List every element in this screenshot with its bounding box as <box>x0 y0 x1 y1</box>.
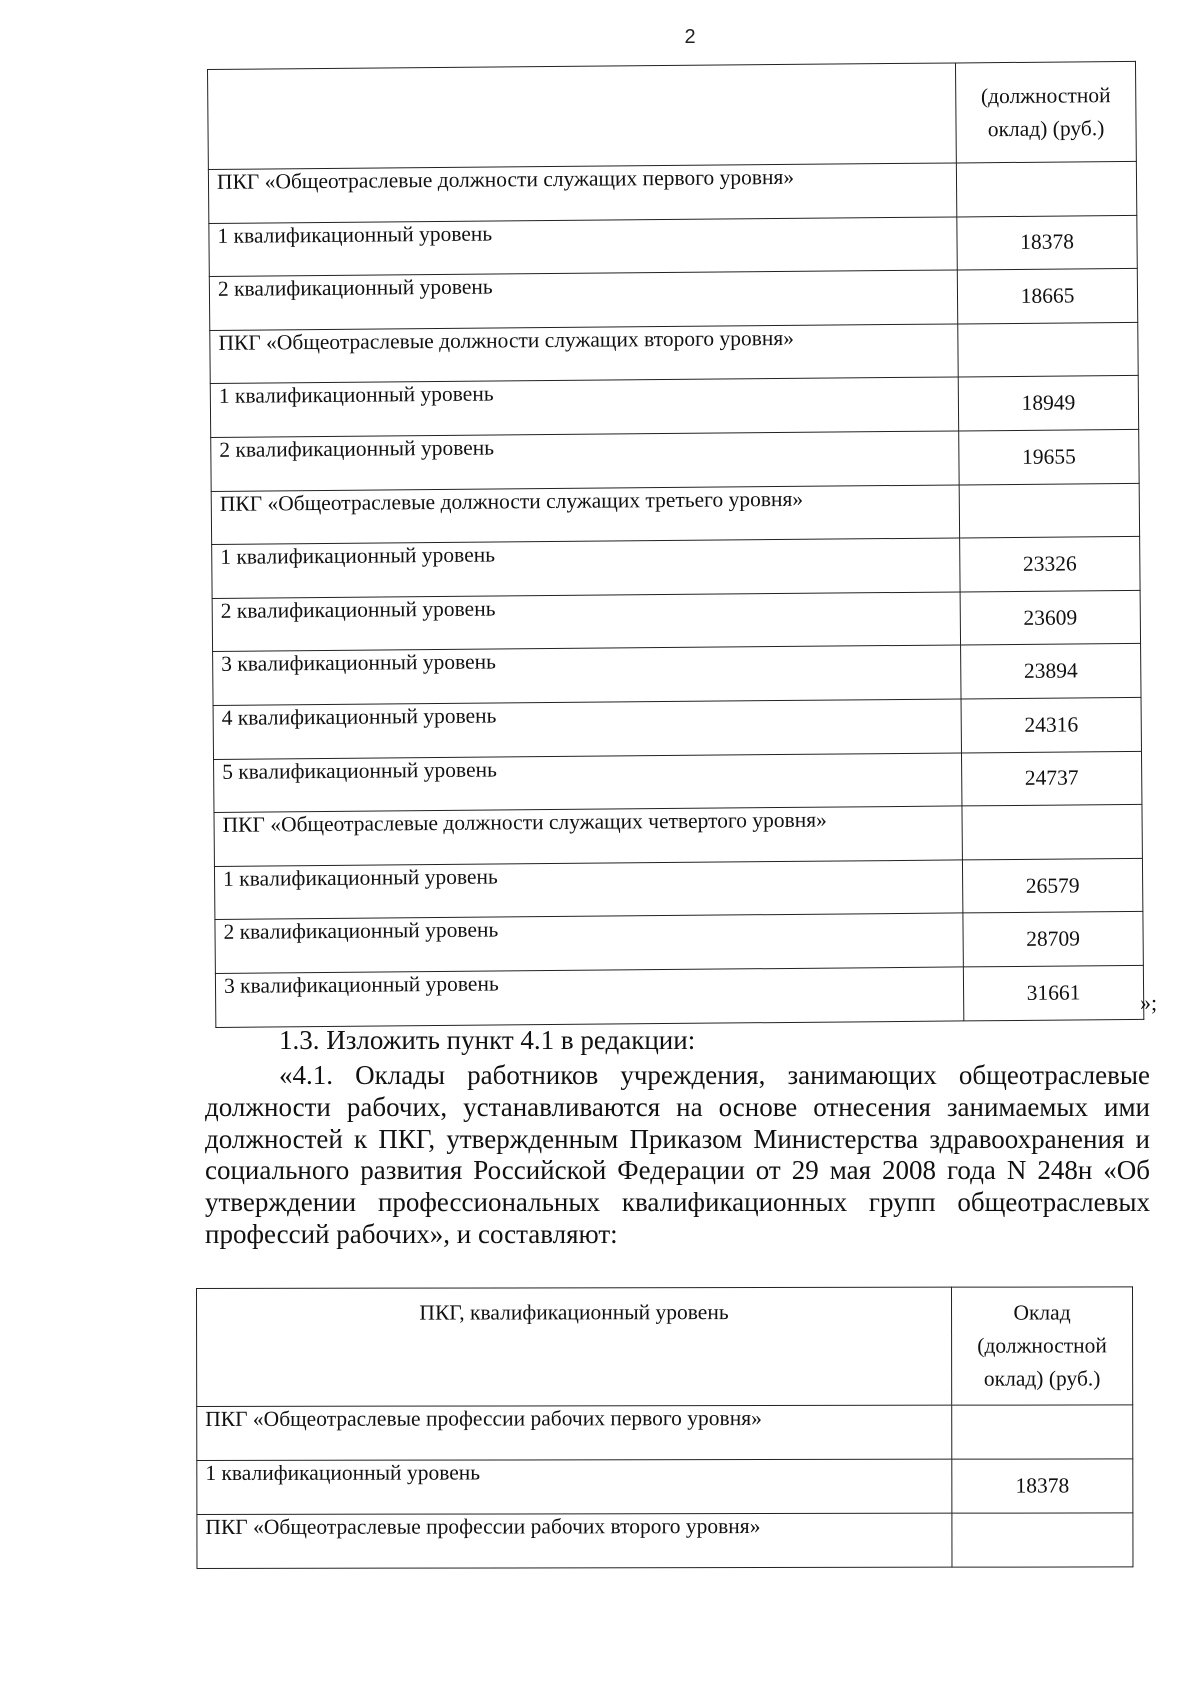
header-cell-empty <box>208 63 957 170</box>
row-value-cell: 31661 <box>963 965 1143 1020</box>
table-row <box>214 858 1142 920</box>
row-label-cell: ПКГ «Общеотраслевые должности служащих первого уровня» <box>208 163 956 223</box>
row-value-cell <box>958 322 1138 377</box>
table-row <box>215 965 1143 1027</box>
row-label-cell: 3 квалификационный уровень <box>215 967 963 1027</box>
row-value-cell <box>952 1405 1133 1459</box>
table-row <box>209 215 1137 277</box>
row-label-cell: 2 квалификационный уровень <box>212 592 960 652</box>
table-row <box>197 1405 1133 1461</box>
table-row <box>210 322 1138 384</box>
table-header-row <box>208 61 1137 169</box>
row-label-cell: ПКГ «Общеотраслевые профессии рабочих первого уровня» <box>197 1405 952 1460</box>
row-value-cell: 18378 <box>952 1459 1133 1513</box>
row-label-cell: 2 квалификационный уровень <box>211 431 959 491</box>
row-label-cell: 1 квалификационный уровень <box>197 1459 952 1514</box>
row-value-cell <box>962 804 1142 859</box>
row-label-cell: ПКГ «Общеотраслевые профессии рабочих второго уровня» <box>197 1513 952 1568</box>
table-row <box>215 912 1143 974</box>
paragraph-1-3: 1.3. Изложить пункт 4.1 в редакции: <box>279 1025 696 1055</box>
table-row <box>197 1513 1133 1569</box>
row-label-cell: ПКГ «Общеотраслевые должности служащих второго уровня» <box>210 324 958 384</box>
row-value-cell <box>952 1513 1133 1567</box>
row-value-cell: 23609 <box>960 590 1140 645</box>
table-row <box>213 644 1141 706</box>
page-number: 2 <box>684 26 696 48</box>
table-row <box>213 697 1141 759</box>
table-row <box>197 1459 1133 1515</box>
row-label-cell: ПКГ «Общеотраслевые должности служащих четвертого уровня» <box>214 806 962 866</box>
row-label-cell: ПКГ «Общеотраслевые должности служащих третьего уровня» <box>211 485 959 545</box>
row-label-cell: 2 квалификационный уровень <box>215 913 963 973</box>
row-label-cell: 1 квалификационный уровень <box>214 860 962 920</box>
row-value-cell: 23326 <box>960 537 1140 592</box>
row-value-cell: 19655 <box>959 429 1139 484</box>
row-label-cell: 2 квалификационный уровень <box>209 270 957 330</box>
header-unit-cell: (должностной оклад) (руб.) <box>955 61 1136 163</box>
paragraph-4-1: «4.1. Оклады работников учреждения, занимающих общеотраслевые должности рабочих, устанавливаются на основе отнесения занимаемых ими должностей к ПКГ, утвержденным Приказом Министерства здравоохранения и социального развития Российской Федерации от 29 мая 2008 года N 248н «Об утверждении профессиональных квалификационных групп общеотраслевых профессий рабочих», и составляют: <box>205 1060 1150 1249</box>
row-value-cell: 28709 <box>963 912 1143 967</box>
table-row <box>214 804 1142 866</box>
table-row <box>212 537 1140 599</box>
row-label-cell: 1 квалификационный уровень <box>209 217 957 277</box>
row-value-cell: 18378 <box>957 215 1137 270</box>
row-label-cell: 1 квалификационный уровень <box>210 377 958 437</box>
table-row <box>210 376 1138 438</box>
table-row <box>211 483 1139 545</box>
header-label-cell: ПКГ, квалификационный уровень <box>197 1287 952 1406</box>
closing-quote-mark: »; <box>1140 990 1158 1015</box>
row-value-cell: 23894 <box>961 644 1141 699</box>
row-label-cell: 1 квалификационный уровень <box>212 538 960 598</box>
table-row <box>214 751 1142 813</box>
table-row <box>209 269 1137 331</box>
row-value-cell: 26579 <box>962 858 1142 913</box>
row-label-cell: 3 квалификационный уровень <box>213 645 961 705</box>
row-value-cell: 24316 <box>961 697 1141 752</box>
salary-table-employees <box>207 61 1144 1028</box>
table-header-row <box>197 1287 1133 1407</box>
table-row <box>211 429 1139 491</box>
row-value-cell: 24737 <box>961 751 1141 806</box>
salary-table-workers <box>196 1286 1133 1569</box>
table-row <box>208 161 1136 223</box>
row-value-cell <box>959 483 1139 538</box>
row-value-cell: 18665 <box>957 269 1137 324</box>
header-value-cell: Оклад (должностной оклад) (руб.) <box>951 1287 1132 1405</box>
table-row <box>212 590 1140 652</box>
row-label-cell: 5 квалификационный уровень <box>214 752 962 812</box>
row-value-cell <box>956 161 1136 216</box>
row-label-cell: 4 квалификационный уровень <box>213 699 961 759</box>
row-value-cell: 18949 <box>958 376 1138 431</box>
